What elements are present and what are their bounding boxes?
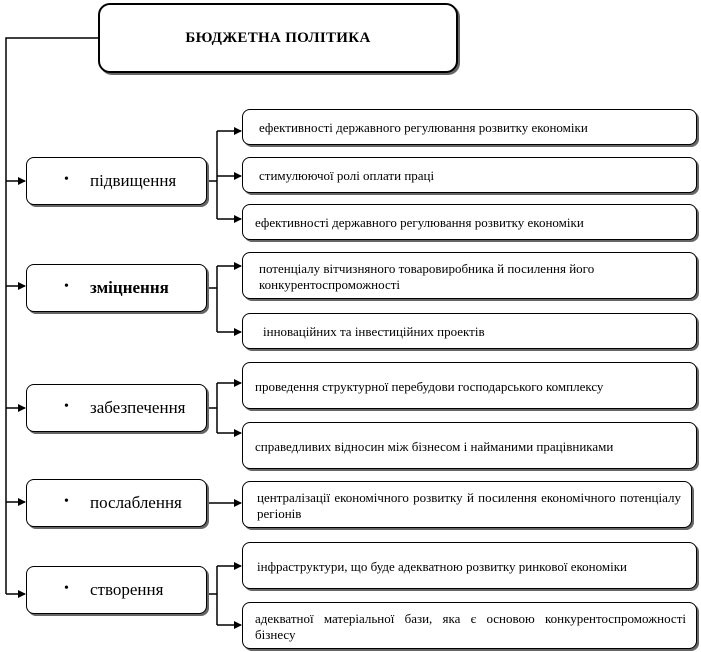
cat-5-branch	[207, 566, 217, 625]
item-1-1	[242, 109, 697, 145]
category-poslablennia	[26, 479, 207, 527]
category-pidvyshchennia	[26, 157, 207, 205]
item-1-2	[242, 157, 697, 193]
item-1-3	[242, 204, 697, 240]
item-3-2	[242, 422, 697, 469]
bullet-icon: •	[64, 494, 69, 510]
cat-3-branch	[207, 383, 217, 433]
item-2-2	[242, 313, 697, 349]
category-label: підвищення	[90, 171, 177, 190]
item-text: проведення структурної перебудови господарського комплексу	[255, 378, 604, 394]
bullet-icon: •	[64, 279, 69, 295]
cat-2-branch	[207, 266, 217, 332]
diagram-title: БЮДЖЕТНА ПОЛІТИКА	[98, 3, 458, 73]
category-zmitsnennia	[26, 264, 207, 312]
item-text: справедливих відносин між бізнесом і найманими працівниками	[255, 438, 614, 454]
item-text: стимулюючої ролі оплати праці	[259, 168, 435, 183]
category-label: забезпечення	[90, 398, 186, 417]
category-label: зміцнення	[90, 278, 169, 297]
category-stvorennia	[26, 566, 207, 614]
bullet-icon: •	[64, 399, 69, 415]
cat-1-branch	[207, 131, 217, 219]
item-text: інфраструктури, що буде адекватною розвитку ринкової економіки	[257, 558, 627, 574]
category-zabezpechennia	[26, 384, 207, 432]
item-text: ефективності державного регулювання розвитку економіки	[259, 120, 588, 135]
item-text: потенціалу вітчизняного товаровиробника й посилення його конкурентоспроможності	[259, 260, 595, 292]
bullet-icon: •	[64, 172, 69, 188]
item-3-1	[242, 362, 697, 409]
item-text: інноваційних та інвестиційних проектів	[263, 324, 485, 339]
item-5-1	[242, 542, 697, 589]
item-2-1	[242, 252, 697, 299]
item-5-2	[242, 602, 697, 649]
bullet-icon: •	[64, 581, 69, 597]
item-4-1	[242, 481, 692, 528]
item-text: централізації економічного розвитку й посилення економічного потенціалу регіонів	[257, 489, 681, 521]
category-label: послаблення	[90, 493, 182, 512]
category-label: створення	[90, 580, 164, 599]
item-text: ефективності державного регулювання розвитку економіки	[255, 215, 584, 230]
item-text: адекватної матеріальної бази, яка є основою конкурентоспроможності бізнесу	[255, 610, 686, 642]
